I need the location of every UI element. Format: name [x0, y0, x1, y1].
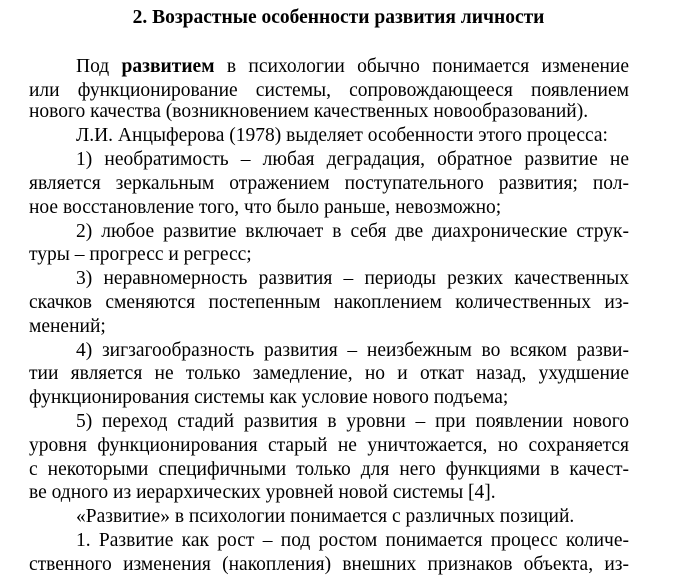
paragraph-line [76, 55, 629, 79]
list-item-line: функционирования системы как условие нового подъема; [29, 387, 509, 408]
paragraph-line: 1. Развитие как рост – под ростом понимается процесс количе- [76, 530, 629, 551]
text-run: в психологии обычно понимается изменение [214, 56, 629, 77]
list-item-line: 3) неравномерность развития – периоды резких качественных [76, 268, 629, 289]
section-heading: 2. Возрастные особенности развития личности [132, 7, 545, 28]
bold-term: развитием [121, 56, 215, 77]
paragraph-line: ственного изменения (накопления) внешних признаков объекта, из- [29, 554, 629, 575]
list-item-line: 2) любое развитие включает в себя две диахронические струк- [76, 221, 629, 242]
list-item-line: скачков сменяются постепенным накоплением количественных из- [29, 292, 629, 313]
paragraph-line: или функционирование системы, сопровождающееся появлением [29, 80, 629, 101]
list-item-line: уровня функционирования старый не уничтожается, но сохраняется [29, 435, 629, 456]
list-item-line: 5) переход стадий развития в уровни – при появлении нового [76, 411, 629, 432]
paragraph-line: Л.И. Анцыферова (1978) выделяет особенности этого процесса: [76, 125, 608, 146]
list-item-line: ное восстановление того, что было раньше, невозможно; [29, 197, 502, 218]
list-item-line: ве одного из иерархических уровней новой системы [4]. [29, 482, 496, 503]
paragraph-line: «Развитие» в психологии понимается с различных позиций. [76, 506, 575, 527]
list-item-line: 1) необратимость – любая деградация, обратное развитие не [76, 149, 629, 170]
text-run: Под [76, 56, 122, 77]
list-item-line: тии является не только замедление, но и откат назад, ухудшение [29, 363, 629, 384]
list-item-line: менений; [29, 316, 106, 337]
list-item-line: является зеркальным отражением поступательного развития; пол- [29, 173, 629, 194]
paragraph-line: нового качества (возникновением качественных новообразований). [29, 101, 589, 122]
list-item-line: с некоторыми специфичными только для него функциями в качест- [29, 459, 629, 480]
list-item-line: 4) зигзагообразность развития – неизбежным во всяком разви- [76, 340, 629, 361]
list-item-line: туры – прогресс и регресс; [29, 244, 252, 265]
